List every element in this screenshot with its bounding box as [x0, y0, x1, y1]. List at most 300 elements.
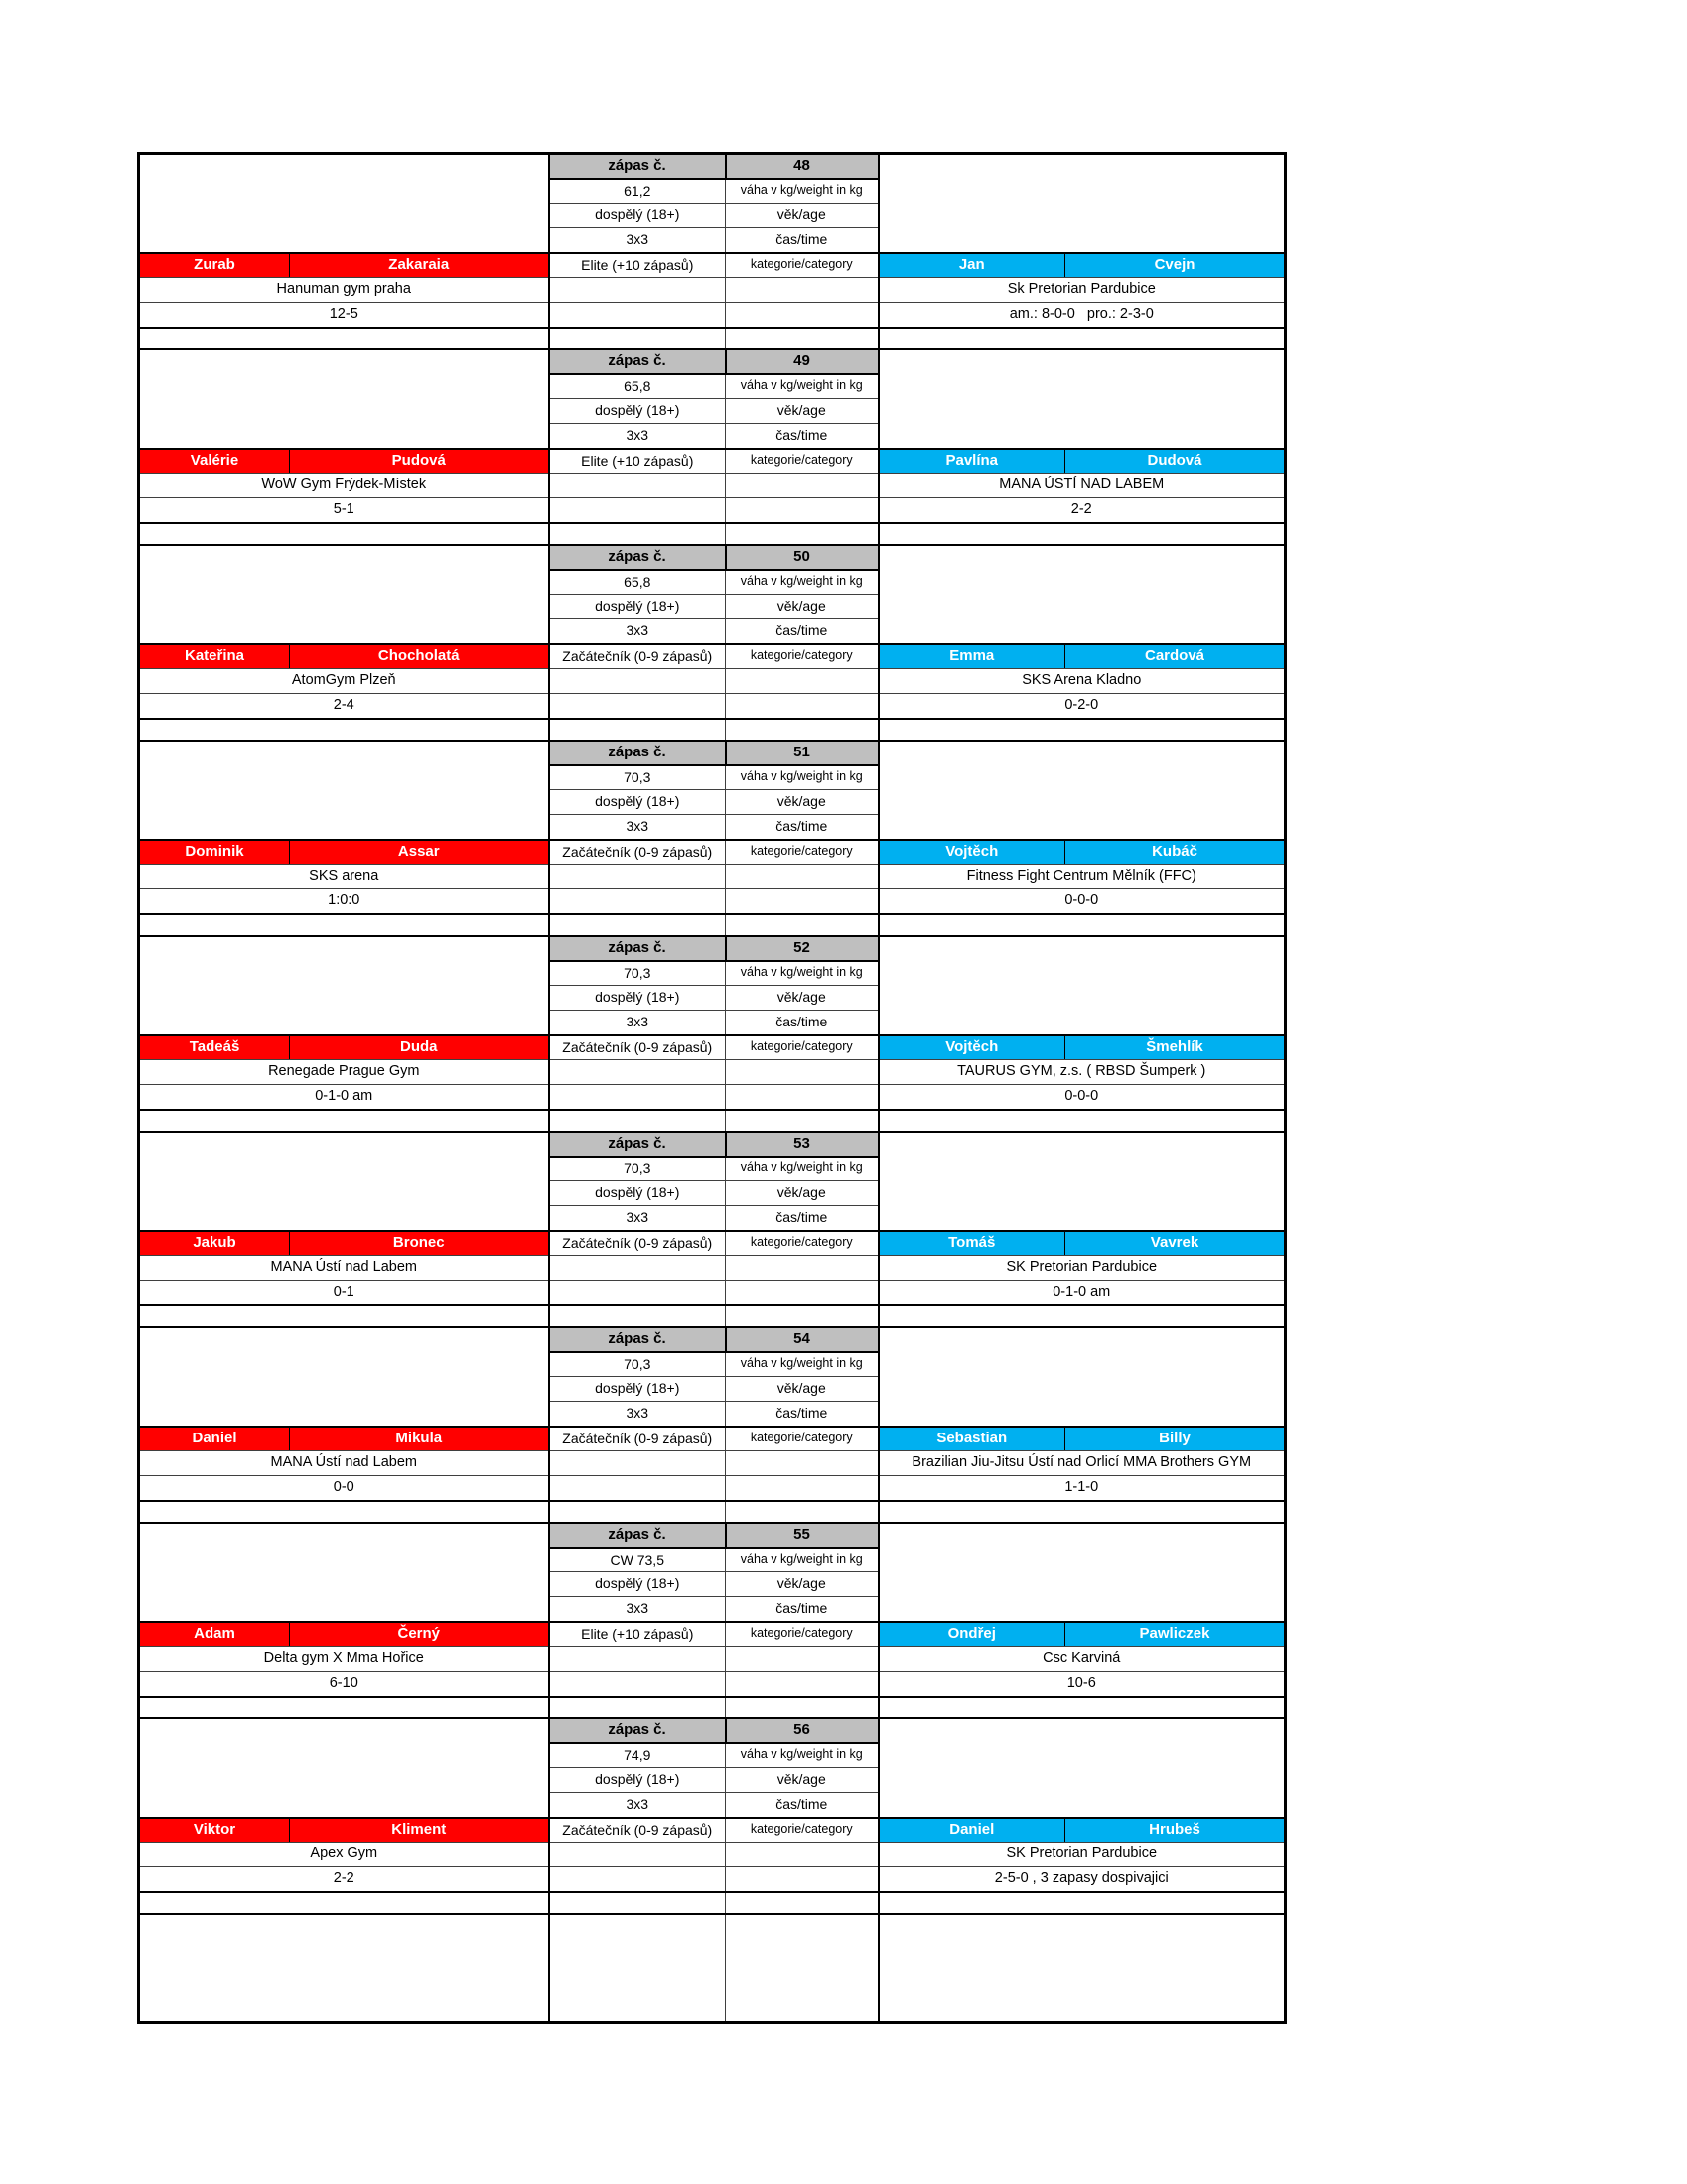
blue-last-name: Billy — [1065, 1427, 1286, 1451]
empty-cell — [726, 1647, 879, 1672]
spacer-row — [139, 328, 1286, 349]
weight-label: váha v kg/weight in kg — [726, 765, 879, 790]
empty-cell — [549, 889, 726, 914]
blue-record: 1-1-0 — [879, 1476, 1286, 1501]
empty-cell — [549, 1476, 726, 1501]
category-label: kategorie/category — [726, 644, 879, 669]
red-last-name: Bronec — [290, 1231, 549, 1256]
empty-cell — [726, 865, 879, 889]
age-label: věk/age — [726, 204, 879, 228]
spacer-cell — [879, 523, 1286, 545]
spacer-cell — [549, 1305, 726, 1327]
blue-gym: SK Pretorian Pardubice — [879, 1256, 1286, 1281]
spacer-row — [139, 914, 1286, 936]
empty-cell — [726, 1672, 879, 1697]
category-value: Elite (+10 zápasů) — [549, 449, 726, 474]
empty-area — [139, 1914, 549, 2023]
red-record: 2-2 — [139, 1867, 549, 1892]
red-last-name: Assar — [290, 840, 549, 865]
weight-label: váha v kg/weight in kg — [726, 570, 879, 595]
spacer-row — [139, 523, 1286, 545]
match-header-row — [139, 741, 1286, 765]
blue-last-name: Kubáč — [1065, 840, 1286, 865]
time-value: 3x3 — [549, 424, 726, 449]
time-label: čas/time — [726, 1402, 879, 1427]
red-empty-area — [139, 1132, 549, 1231]
spacer-cell — [139, 1110, 549, 1132]
red-gym: WoW Gym Frýdek-Místek — [139, 474, 549, 498]
empty-cell — [549, 1914, 726, 2023]
gyms-row — [139, 865, 1286, 889]
category-value: Začátečník (0-9 zápasů) — [549, 840, 726, 865]
spacer-cell — [139, 914, 549, 936]
spacer-row — [139, 1892, 1286, 1914]
category-value: Začátečník (0-9 zápasů) — [549, 1818, 726, 1843]
empty-cell — [549, 1060, 726, 1085]
red-gym: AtomGym Plzeň — [139, 669, 549, 694]
age-label: věk/age — [726, 1181, 879, 1206]
red-last-name: Zakaraia — [290, 253, 549, 278]
red-empty-area — [139, 936, 549, 1035]
category-label: kategorie/category — [726, 449, 879, 474]
spacer-cell — [139, 328, 549, 349]
empty-cell — [726, 474, 879, 498]
empty-cell — [549, 1085, 726, 1110]
match-number: 49 — [726, 349, 879, 374]
spacer-cell — [139, 523, 549, 545]
blue-last-name: Hrubeš — [1065, 1818, 1286, 1843]
red-empty-area — [139, 545, 549, 644]
age-label: věk/age — [726, 790, 879, 815]
gyms-row — [139, 1843, 1286, 1867]
spacer-cell — [549, 523, 726, 545]
category-label: kategorie/category — [726, 253, 879, 278]
red-empty-area — [139, 1718, 549, 1818]
spacer-row — [139, 1501, 1286, 1523]
match-number: 53 — [726, 1132, 879, 1157]
match-header-row — [139, 1523, 1286, 1548]
records-row — [139, 498, 1286, 523]
time-label: čas/time — [726, 228, 879, 253]
empty-cell — [726, 498, 879, 523]
blue-last-name: Dudová — [1065, 449, 1286, 474]
time-value: 3x3 — [549, 1597, 726, 1622]
time-value: 3x3 — [549, 619, 726, 644]
blue-last-name: Vavrek — [1065, 1231, 1286, 1256]
blue-last-name: Pawliczek — [1065, 1622, 1286, 1647]
blue-record: 10-6 — [879, 1672, 1286, 1697]
empty-cell — [726, 694, 879, 719]
blue-last-name: Cardová — [1065, 644, 1286, 669]
category-label: kategorie/category — [726, 1035, 879, 1060]
weight-value: 70,3 — [549, 1352, 726, 1377]
blue-last-name: Cvejn — [1065, 253, 1286, 278]
match-no-label: zápas č. — [549, 1718, 726, 1743]
spacer-cell — [726, 1501, 879, 1523]
match-header-row — [139, 349, 1286, 374]
spacer-row — [139, 1305, 1286, 1327]
age-label: věk/age — [726, 1768, 879, 1793]
fighters-row — [139, 253, 1286, 278]
match-no-label: zápas č. — [549, 545, 726, 570]
empty-cell — [549, 694, 726, 719]
blue-first-name: Sebastian — [879, 1427, 1065, 1451]
fighters-row — [139, 1231, 1286, 1256]
records-row — [139, 1281, 1286, 1305]
blue-gym: SK Pretorian Pardubice — [879, 1843, 1286, 1867]
red-gym: Apex Gym — [139, 1843, 549, 1867]
age-value: dospělý (18+) — [549, 204, 726, 228]
match-block — [139, 154, 1286, 349]
red-gym: Hanuman gym praha — [139, 278, 549, 303]
spacer-cell — [726, 1892, 879, 1914]
match-no-label: zápas č. — [549, 1523, 726, 1548]
match-block — [139, 1132, 1286, 1327]
blue-record: am.: 8-0-0 pro.: 2-3-0 — [879, 303, 1286, 328]
red-last-name: Kliment — [290, 1818, 549, 1843]
age-value: dospělý (18+) — [549, 986, 726, 1011]
red-first-name: Dominik — [139, 840, 290, 865]
empty-cell — [726, 1867, 879, 1892]
spacer-cell — [726, 1305, 879, 1327]
blue-record: 2-2 — [879, 498, 1286, 523]
records-row — [139, 1672, 1286, 1697]
fighters-row — [139, 840, 1286, 865]
age-label: věk/age — [726, 399, 879, 424]
gyms-row — [139, 1256, 1286, 1281]
category-value: Začátečník (0-9 zápasů) — [549, 1231, 726, 1256]
empty-cell — [549, 303, 726, 328]
spacer-cell — [879, 914, 1286, 936]
spacer-cell — [139, 1892, 549, 1914]
match-block — [139, 349, 1286, 545]
red-record: 5-1 — [139, 498, 549, 523]
table-footer-extension — [139, 1914, 1286, 2023]
records-row — [139, 1476, 1286, 1501]
weight-value: 74,9 — [549, 1743, 726, 1768]
red-record: 2-4 — [139, 694, 549, 719]
match-block — [139, 1718, 1286, 1914]
red-record: 12-5 — [139, 303, 549, 328]
empty-cell — [549, 1256, 726, 1281]
match-number: 50 — [726, 545, 879, 570]
time-label: čas/time — [726, 1206, 879, 1231]
category-label: kategorie/category — [726, 840, 879, 865]
blue-gym: Sk Pretorian Pardubice — [879, 278, 1286, 303]
records-row — [139, 1085, 1286, 1110]
category-label: kategorie/category — [726, 1427, 879, 1451]
red-first-name: Daniel — [139, 1427, 290, 1451]
blue-empty-area — [879, 1327, 1286, 1427]
empty-cell — [549, 1647, 726, 1672]
records-row — [139, 889, 1286, 914]
category-value: Začátečník (0-9 zápasů) — [549, 1035, 726, 1060]
blue-record: 0-1-0 am — [879, 1281, 1286, 1305]
spacer-cell — [139, 719, 549, 741]
category-value: Elite (+10 zápasů) — [549, 1622, 726, 1647]
weight-label: váha v kg/weight in kg — [726, 1743, 879, 1768]
age-value: dospělý (18+) — [549, 1377, 726, 1402]
blue-first-name: Jan — [879, 253, 1065, 278]
spacer-cell — [139, 1501, 549, 1523]
empty-cell — [549, 498, 726, 523]
red-gym: SKS arena — [139, 865, 549, 889]
age-value: dospělý (18+) — [549, 1768, 726, 1793]
empty-area — [879, 1914, 1286, 2023]
blue-record: 0-0-0 — [879, 1085, 1286, 1110]
gyms-row — [139, 1647, 1286, 1672]
spacer-cell — [726, 523, 879, 545]
empty-cell — [726, 889, 879, 914]
spacer-cell — [879, 1110, 1286, 1132]
match-block — [139, 1327, 1286, 1523]
weight-label: váha v kg/weight in kg — [726, 1157, 879, 1181]
blue-first-name: Daniel — [879, 1818, 1065, 1843]
fighters-row — [139, 644, 1286, 669]
red-record: 0-1-0 am — [139, 1085, 549, 1110]
weight-value: CW 73,5 — [549, 1548, 726, 1572]
red-first-name: Zurab — [139, 253, 290, 278]
weight-value: 70,3 — [549, 1157, 726, 1181]
red-last-name: Duda — [290, 1035, 549, 1060]
match-header-row — [139, 154, 1286, 179]
empty-extension-row — [139, 1914, 1286, 2023]
weight-label: váha v kg/weight in kg — [726, 961, 879, 986]
match-header-row — [139, 936, 1286, 961]
spacer-cell — [549, 1697, 726, 1718]
spacer-row — [139, 1110, 1286, 1132]
red-record: 1:0:0 — [139, 889, 549, 914]
blue-empty-area — [879, 741, 1286, 840]
blue-empty-area — [879, 1132, 1286, 1231]
empty-cell — [549, 669, 726, 694]
match-no-label: zápas č. — [549, 741, 726, 765]
time-label: čas/time — [726, 1793, 879, 1818]
match-no-label: zápas č. — [549, 1327, 726, 1352]
weight-label: váha v kg/weight in kg — [726, 374, 879, 399]
blue-last-name: Šmehlík — [1065, 1035, 1286, 1060]
match-number: 55 — [726, 1523, 879, 1548]
weight-label: váha v kg/weight in kg — [726, 1548, 879, 1572]
blue-first-name: Pavlína — [879, 449, 1065, 474]
match-no-label: zápas č. — [549, 154, 726, 179]
age-label: věk/age — [726, 595, 879, 619]
category-label: kategorie/category — [726, 1818, 879, 1843]
empty-cell — [549, 865, 726, 889]
empty-cell — [549, 1672, 726, 1697]
age-value: dospělý (18+) — [549, 1572, 726, 1597]
match-block — [139, 545, 1286, 741]
category-label: kategorie/category — [726, 1622, 879, 1647]
weight-value: 65,8 — [549, 570, 726, 595]
red-first-name: Valérie — [139, 449, 290, 474]
gyms-row — [139, 1060, 1286, 1085]
red-empty-area — [139, 1523, 549, 1622]
time-label: čas/time — [726, 815, 879, 840]
red-record: 6-10 — [139, 1672, 549, 1697]
records-row — [139, 1867, 1286, 1892]
blue-gym: TAURUS GYM, z.s. ( RBSD Šumperk ) — [879, 1060, 1286, 1085]
blue-gym: Brazilian Jiu-Jitsu Ústí nad Orlicí MMA Brothers GYM — [879, 1451, 1286, 1476]
blue-empty-area — [879, 154, 1286, 253]
red-record: 0-0 — [139, 1476, 549, 1501]
time-label: čas/time — [726, 1597, 879, 1622]
red-last-name: Pudová — [290, 449, 549, 474]
category-value: Elite (+10 zápasů) — [549, 253, 726, 278]
blue-first-name: Emma — [879, 644, 1065, 669]
red-empty-area — [139, 1327, 549, 1427]
age-value: dospělý (18+) — [549, 399, 726, 424]
red-first-name: Adam — [139, 1622, 290, 1647]
time-value: 3x3 — [549, 1402, 726, 1427]
red-last-name: Černý — [290, 1622, 549, 1647]
empty-cell — [726, 1476, 879, 1501]
gyms-row — [139, 669, 1286, 694]
empty-cell — [726, 1281, 879, 1305]
match-number: 52 — [726, 936, 879, 961]
empty-cell — [726, 303, 879, 328]
fighters-row — [139, 1622, 1286, 1647]
match-no-label: zápas č. — [549, 349, 726, 374]
spacer-cell — [879, 1892, 1286, 1914]
match-no-label: zápas č. — [549, 936, 726, 961]
fight-card-table — [137, 152, 1287, 2024]
spacer-cell — [139, 1697, 549, 1718]
blue-first-name: Tomáš — [879, 1231, 1065, 1256]
blue-gym: MANA ÚSTÍ NAD LABEM — [879, 474, 1286, 498]
spacer-cell — [549, 1501, 726, 1523]
red-gym: MANA Ústí nad Labem — [139, 1451, 549, 1476]
blue-record: 0-0-0 — [879, 889, 1286, 914]
weight-value: 70,3 — [549, 961, 726, 986]
empty-cell — [726, 1451, 879, 1476]
red-last-name: Mikula — [290, 1427, 549, 1451]
red-last-name: Chocholatá — [290, 644, 549, 669]
spacer-cell — [549, 328, 726, 349]
time-label: čas/time — [726, 424, 879, 449]
empty-cell — [726, 1085, 879, 1110]
empty-cell — [549, 1843, 726, 1867]
age-value: dospělý (18+) — [549, 1181, 726, 1206]
spacer-cell — [549, 719, 726, 741]
age-value: dospělý (18+) — [549, 790, 726, 815]
weight-value: 70,3 — [549, 765, 726, 790]
red-first-name: Kateřina — [139, 644, 290, 669]
match-block — [139, 741, 1286, 936]
time-value: 3x3 — [549, 1011, 726, 1035]
blue-empty-area — [879, 1718, 1286, 1818]
spacer-cell — [549, 1892, 726, 1914]
fighters-row — [139, 1035, 1286, 1060]
match-number: 56 — [726, 1718, 879, 1743]
match-number: 54 — [726, 1327, 879, 1352]
spacer-row — [139, 719, 1286, 741]
match-header-row — [139, 1327, 1286, 1352]
red-gym: Renegade Prague Gym — [139, 1060, 549, 1085]
spacer-cell — [879, 1305, 1286, 1327]
red-gym: MANA Ústí nad Labem — [139, 1256, 549, 1281]
empty-cell — [726, 278, 879, 303]
red-first-name: Jakub — [139, 1231, 290, 1256]
red-empty-area — [139, 154, 549, 253]
blue-record: 2-5-0 , 3 zapasy dospivajici — [879, 1867, 1286, 1892]
match-number: 48 — [726, 154, 879, 179]
gyms-row — [139, 1451, 1286, 1476]
time-label: čas/time — [726, 1011, 879, 1035]
spacer-cell — [726, 1697, 879, 1718]
weight-value: 61,2 — [549, 179, 726, 204]
spacer-cell — [879, 719, 1286, 741]
age-label: věk/age — [726, 1377, 879, 1402]
records-row — [139, 303, 1286, 328]
empty-cell — [549, 1867, 726, 1892]
time-value: 3x3 — [549, 815, 726, 840]
empty-cell — [549, 474, 726, 498]
match-header-row — [139, 545, 1286, 570]
red-record: 0-1 — [139, 1281, 549, 1305]
time-label: čas/time — [726, 619, 879, 644]
match-no-label: zápas č. — [549, 1132, 726, 1157]
empty-cell — [549, 1451, 726, 1476]
blue-first-name: Ondřej — [879, 1622, 1065, 1647]
blue-empty-area — [879, 545, 1286, 644]
red-first-name: Viktor — [139, 1818, 290, 1843]
blue-empty-area — [879, 1523, 1286, 1622]
empty-cell — [726, 669, 879, 694]
red-gym: Delta gym X Mma Hořice — [139, 1647, 549, 1672]
blue-first-name: Vojtěch — [879, 840, 1065, 865]
category-value: Začátečník (0-9 zápasů) — [549, 644, 726, 669]
spacer-cell — [139, 1305, 549, 1327]
spacer-cell — [879, 328, 1286, 349]
empty-cell — [726, 1256, 879, 1281]
gyms-row — [139, 474, 1286, 498]
match-header-row — [139, 1718, 1286, 1743]
blue-gym: Fitness Fight Centrum Mělník (FFC) — [879, 865, 1286, 889]
blue-gym: SKS Arena Kladno — [879, 669, 1286, 694]
time-value: 3x3 — [549, 1793, 726, 1818]
time-value: 3x3 — [549, 1206, 726, 1231]
empty-cell — [726, 1914, 879, 2023]
match-block — [139, 1523, 1286, 1718]
age-value: dospělý (18+) — [549, 595, 726, 619]
spacer-cell — [726, 719, 879, 741]
spacer-cell — [549, 914, 726, 936]
spacer-cell — [879, 1501, 1286, 1523]
fighters-row — [139, 1427, 1286, 1451]
blue-empty-area — [879, 936, 1286, 1035]
empty-cell — [726, 1843, 879, 1867]
gyms-row — [139, 278, 1286, 303]
red-first-name: Tadeáš — [139, 1035, 290, 1060]
blue-empty-area — [879, 349, 1286, 449]
spacer-cell — [726, 1110, 879, 1132]
weight-label: váha v kg/weight in kg — [726, 1352, 879, 1377]
fight-card-table-wrap — [137, 152, 1287, 2024]
spacer-row — [139, 1697, 1286, 1718]
time-value: 3x3 — [549, 228, 726, 253]
match-number: 51 — [726, 741, 879, 765]
spacer-cell — [726, 914, 879, 936]
red-empty-area — [139, 349, 549, 449]
category-value: Začátečník (0-9 zápasů) — [549, 1427, 726, 1451]
records-row — [139, 694, 1286, 719]
category-label: kategorie/category — [726, 1231, 879, 1256]
match-block — [139, 936, 1286, 1132]
empty-cell — [549, 278, 726, 303]
empty-cell — [549, 1281, 726, 1305]
age-label: věk/age — [726, 986, 879, 1011]
